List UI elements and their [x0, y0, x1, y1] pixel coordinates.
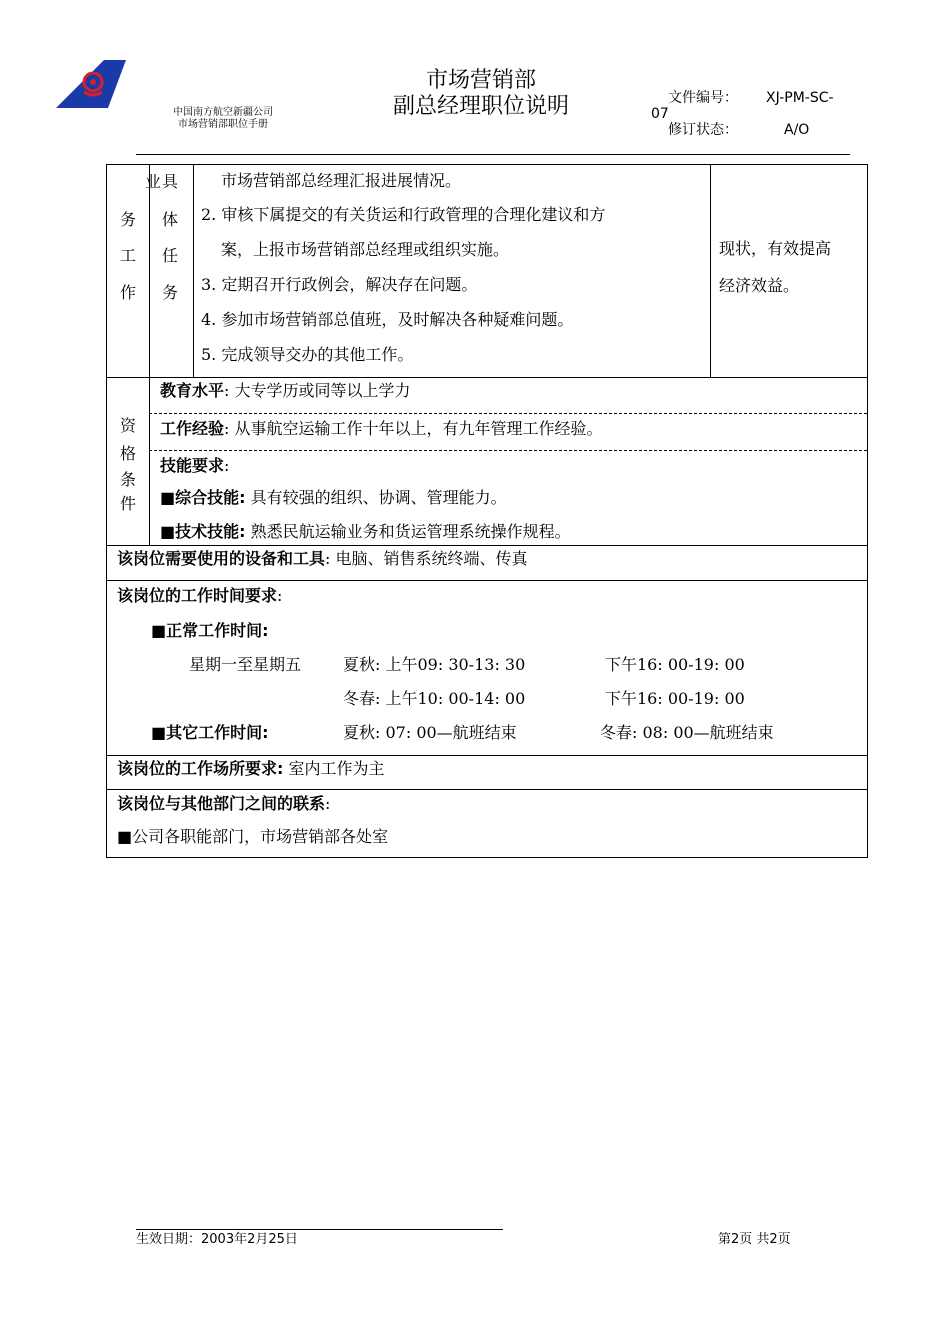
manual-name: 市场营销部职位手册: [178, 119, 268, 130]
general-skills-label: ■综合技能:: [160, 488, 246, 507]
experience-value: : 从事航空运输工作十年以上，有九年管理工作经验。: [224, 419, 603, 438]
education-value: : 大专学历或同等以上学力: [224, 381, 411, 400]
education-label: 教育水平: [160, 381, 225, 400]
winter-pm-hours: 下午16: 00-19: 00: [605, 689, 745, 708]
duty-item: 2. 审核下属提交的有关货运和行政管理的合理化建议和方: [201, 205, 606, 224]
work-time-colon: :: [277, 586, 283, 605]
skills-row: [160, 456, 229, 476]
doc-number-value: XJ-PM-SC-: [766, 90, 834, 106]
header-rule: [136, 154, 850, 155]
duties-label-char: 务: [119, 210, 136, 229]
revision-value: A/O: [784, 122, 810, 138]
duties-label-char: 业: [144, 172, 161, 191]
equipment-label: 该岗位需要使用的设备和工具: [117, 549, 326, 568]
page-info: 第2页 共2页: [718, 1232, 791, 1247]
divider: [193, 165, 194, 377]
tasks-label-char: 务: [161, 283, 178, 302]
company-logo: [56, 60, 126, 110]
technical-skills-row: [160, 522, 571, 542]
technical-skills-label: ■技术技能:: [160, 522, 246, 541]
relations-colon: :: [325, 794, 331, 813]
relations-label: 该岗位与其他部门之间的联系: [117, 794, 326, 813]
row-divider: [107, 377, 867, 378]
dashed-divider: [149, 413, 867, 414]
relations-value: ■公司各职能部门，市场营销部各处室: [117, 827, 389, 846]
goal-line: 现状，有效提高: [719, 239, 832, 258]
divider: [149, 377, 150, 545]
skills-colon: :: [224, 456, 230, 475]
experience-row: [160, 419, 603, 439]
technical-skills-value: 熟悉民航运输业务和货运管理系统操作规程。: [245, 522, 571, 541]
company-name: 中国南方航空新疆公司: [173, 107, 273, 118]
workplace-row: [117, 759, 385, 779]
page-title-line1: 市场营销部: [425, 68, 536, 93]
divider: [149, 165, 150, 377]
equipment-value: : 电脑、销售系统终端、传真: [325, 549, 528, 568]
weekday-range: 星期一至星期五: [189, 655, 302, 674]
workplace-value: 室内工作为主: [283, 759, 385, 778]
row-divider: [107, 545, 867, 546]
general-skills-row: [160, 488, 507, 508]
tasks-label-char: 具: [161, 172, 178, 191]
experience-label: 工作经验: [160, 419, 225, 438]
other-summer-hours: 夏秋: 07: 00—航班结束: [343, 723, 517, 742]
work-time-label: 该岗位的工作时间要求: [117, 586, 278, 605]
duties-label-char: 工: [119, 246, 136, 265]
winter-hours: 冬春: 上午10: 00-14: 00: [343, 689, 526, 708]
tasks-label-char: 体: [161, 210, 178, 229]
summer-pm-hours: 下午16: 00-19: 00: [605, 655, 745, 674]
row-divider: [107, 755, 867, 756]
effective-date: 生效日期：2003年2月25日: [136, 1232, 298, 1247]
duty-item: 4. 参加市场营销部总值班，及时解决各种疑难问题。: [201, 310, 574, 329]
other-hours-label: ■其它工作时间:: [151, 723, 269, 742]
doc-number-label: 文件编号：: [668, 90, 738, 106]
duty-item: 3. 定期召开行政例会，解决存在问题。: [201, 275, 478, 294]
normal-hours-label: ■正常工作时间:: [151, 621, 269, 640]
workplace-label: 该岗位的工作场所要求:: [117, 759, 284, 778]
row-divider: [107, 580, 867, 581]
doc-number-cont: 07: [651, 106, 669, 122]
qual-label-char: 资: [119, 416, 136, 435]
goal-line: 经济效益。: [719, 276, 800, 295]
relations-row: [117, 794, 330, 814]
other-winter-hours: 冬春: 08: 00—航班结束: [600, 723, 774, 742]
row-divider: [107, 789, 867, 790]
divider: [710, 165, 711, 377]
footer-rule: [136, 1229, 503, 1230]
dashed-divider: [149, 450, 867, 451]
skills-label: 技能要求: [160, 456, 225, 475]
revision-label: 修订状态：: [668, 122, 738, 138]
qual-label-char: 条: [119, 470, 136, 489]
equipment-row: [117, 549, 528, 569]
duty-item: 5. 完成领导交办的其他工作。: [201, 345, 414, 364]
work-time-row: [117, 586, 282, 606]
summer-hours: 夏秋: 上午09: 30-13: 30: [343, 655, 526, 674]
duty-item: 市场营销部总经理汇报进展情况。: [221, 171, 462, 190]
page-title-line2: 副总经理职位说明: [392, 94, 569, 119]
duties-label-char: 作: [119, 283, 136, 302]
duty-item: 案，上报市场营销部总经理或组织实施。: [221, 240, 510, 259]
tasks-label-char: 任: [161, 246, 178, 265]
education-row: [160, 381, 411, 401]
qual-label-char: 格: [119, 444, 136, 463]
job-description-table: [106, 164, 868, 858]
qual-label-char: 件: [119, 494, 136, 513]
general-skills-value: 具有较强的组织、协调、管理能力。: [245, 488, 507, 507]
